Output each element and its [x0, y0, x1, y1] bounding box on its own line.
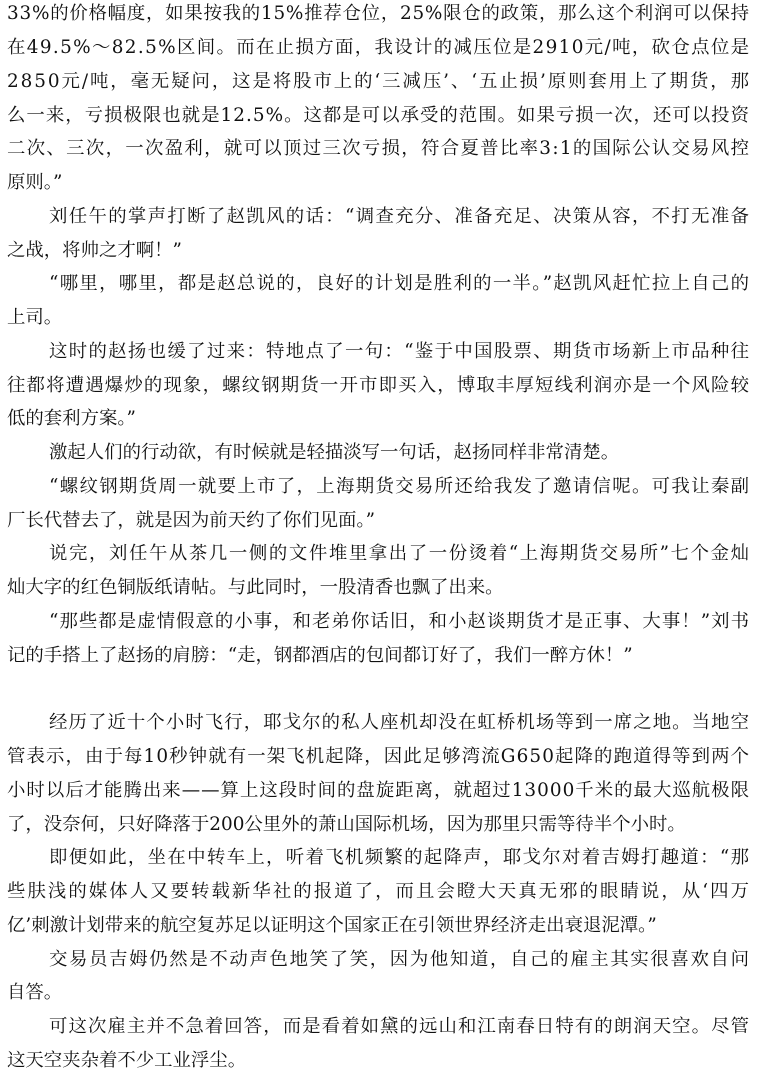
text-line: 33%的价格幅度，如果按我的15%推荐仓位，25%限仓的政策，那么这个利润可以保持 — [7, 3, 750, 24]
text-line: 么一来，亏损极限也就是12.5%。这都是可以承受的范围。如果亏损一次，还可以投资 — [7, 105, 751, 126]
text-line: 了，没奈何，只好降落于200公里外的萧山国际机场，因为那里只需等待半个小时。 — [7, 814, 686, 835]
text-line: 原则。” — [7, 172, 63, 193]
text-line: 二次、三次，一次盈利，就可以顶过三次亏损，符合夏普比率3:1的国际公认交易风控 — [7, 138, 751, 159]
text-line: 灿大字的红色铜版纸请帖。与此同时，一股清香也飘了出来。 — [7, 577, 504, 598]
text-line: 在49.5%～82.5%区间。而在止损方面，我设计的减压位是2910元/吨，砍仓点位是 — [7, 37, 751, 58]
text-line: 厂长代替去了，就是因为前天约了你们见面。” — [7, 510, 376, 531]
text-line: “螺纹钢期货周一就要上市了，上海期货交易所还给我发了邀请信呢。可我让秦副 — [49, 476, 751, 497]
text-line: 这天空夹杂着不少工业浮尘。 — [7, 1050, 247, 1071]
text-line: 说完，刘任午从茶几一侧的文件堆里拿出了一份烫着“上海期货交易所”七个金灿 — [49, 543, 751, 564]
text-line: 往都将遭遇爆炒的现象，螺纹钢期货一开市即买入，博取丰厚短线利润亦是一个风险较 — [7, 375, 751, 396]
text-line: 记的手搭上了赵扬的肩膀：“走，钢都酒店的包间都订好了，我们一醉方休！” — [7, 645, 633, 666]
text-line: 刘任午的掌声打断了赵凯风的话：“调查充分、准备充足、决策从容，不打无准备 — [49, 206, 751, 227]
text-line: 这时的赵扬也缓了过来：特地点了一句：“鉴于中国股票、期货市场新上市品种往 — [49, 341, 751, 362]
text-line: “哪里，哪里，都是赵总说的，良好的计划是胜利的一半。”赵凯风赶忙拉上自己的 — [49, 273, 751, 294]
text-line: 2850元/吨，毫无疑问，这是将股市上的‘三减压’、‘五止损’原则套用上了期货，那 — [7, 71, 751, 92]
text-line: 可这次雇主并不急着回答，而是看着如黛的远山和江南春日特有的朗润天空。尽管 — [49, 1016, 751, 1037]
text-line: 亿’刺激计划带来的航空复苏足以证明这个国家正在引领世界经济走出衰退泥潭。” — [7, 915, 657, 936]
text-line: 之战，将帅之才啊！” — [7, 240, 182, 261]
text-line: “那些都是虚情假意的小事，和老弟你话旧，和小赵谈期货才是正事、大事！”刘书 — [49, 611, 751, 632]
text-line: 低的套利方案。” — [7, 408, 136, 429]
text-line: 自答。 — [7, 982, 63, 1003]
text-line: 即便如此，坐在中转车上，听着飞机频繁的起降声，耶戈尔对着吉姆打趣道：“那 — [49, 847, 751, 868]
text-line: 小时以后才能腾出来——算上这段时间的盘旋距离，就超过13000千米的最大巡航极限 — [7, 780, 751, 801]
text-line: 管表示，由于每10秒钟就有一架飞机起降，因此足够湾流G650起降的跑道得等到两个 — [7, 746, 751, 767]
text-line: 交易员吉姆仍然是不动声色地笑了笑，因为他知道，自己的雇主其实很喜欢自问 — [49, 949, 751, 970]
text-line: 些肤浅的媒体人又要转载新华社的报道了，而且会瞪大天真无邪的眼睛说，从‘四万 — [7, 881, 752, 902]
text-line: 经历了近十个小时飞行，耶戈尔的私人座机却没在虹桥机场等到一席之地。当地空 — [49, 712, 751, 733]
text-line: 激起人们的行动欲，有时候就是轻描淡写一句话，赵扬同样非常清楚。 — [49, 442, 620, 463]
text-line: 上司。 — [7, 307, 63, 328]
